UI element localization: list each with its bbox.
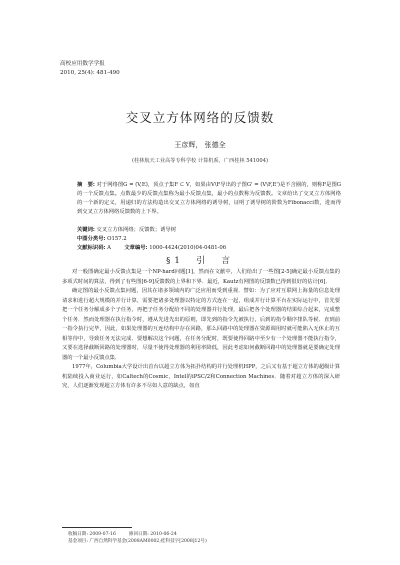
keywords-label: 关键词: bbox=[77, 227, 95, 233]
journal-name: 高校应用数学学报 bbox=[60, 61, 105, 67]
revised-date: 2010-06-24 bbox=[150, 532, 177, 537]
footnote-fund bbox=[68, 538, 338, 545]
abstract bbox=[77, 181, 341, 217]
clc-label: 中图分类号: bbox=[77, 236, 106, 242]
fund-text: 广西自然科学基金(2008AM0002;桂科技字[2008]12号) bbox=[89, 539, 207, 544]
revised-label: 修回日期: bbox=[128, 532, 149, 537]
paragraph: 确定图的最小反馈点集问题，因其在诸多领域内的广泛应用而受到重视．譬如：为了应对互联网上海量的信息处理请求和进行超大规模的并行计算，需要把诸多处理器以特定的方式连在一起，组成并行计算平台在实际运行中，首先要把一个任务分解成多个子任务，再把子任务分配给不同的处理器并行处理，最后把各个处理器的结果综合起来，完成整个任务．然而处理器在执行指令时，遵从先进先出的原则，即先到的指令先被执行，后到的指令顺序排队等候．直到前一指令执行完毕，因此，如果处理器的互连结构中存在回路，那么回路中的处理器在资源调用时就可能陷入无休止的互相等待中，导致任务无法完成．要想解决这个问题，在任务分配时，既要使得回路中至少有一个处理器不能执行指令，又要在选择截断回路的处理器时，尽量不使得处理器的利用率降低，因此考虑如何截断回路中的处理器就是要确定处理器的一个最小反馈点集． bbox=[62, 288, 340, 361]
journal-issue: 2010, 25(4): 481-490 bbox=[60, 70, 120, 76]
docid-label: 文献标识码: bbox=[77, 245, 106, 251]
footnote-dates bbox=[68, 531, 338, 538]
article-number: 1000-4424(2010)04-0481-06 bbox=[149, 245, 227, 251]
journal-header bbox=[60, 60, 120, 78]
paper-title: 交叉立方体网络的反馈数 bbox=[125, 110, 275, 125]
clc-number bbox=[77, 234, 347, 242]
fund-label: 基金项目: bbox=[68, 539, 88, 544]
docid-code: A bbox=[107, 245, 111, 251]
section-heading: §1 引 言 bbox=[166, 256, 234, 266]
paper-affiliation: (桂林航天工业高等专科学校 计算机系，广西桂林 541004) bbox=[131, 158, 269, 164]
received-label: 收稿日期: bbox=[68, 532, 88, 537]
received-date: 2009-07-16 bbox=[89, 532, 116, 537]
paper-authors: 王彦辉， 张德全 bbox=[174, 141, 226, 149]
article-number-label: 文章编号: bbox=[124, 245, 148, 251]
footnote-rule bbox=[62, 527, 132, 528]
abstract-text: 对于网络图G = (V,E)，顶点子集F ⊂ V，如果由V\F导出的子图G' = (V\F,E')是不含圈的，则称F是图G的一个反馈点集。点数最少的反馈点集称为最小反馈点集，最小的点数称为反馈数。文章给出了交叉立方体网络的一个新的定义，用递归的方法构造出交叉立方体网络的诱导树，证明了诱导树的阶数为Fibonacci数，进而得到交叉立方体网络反馈数的上下界。 bbox=[77, 182, 341, 215]
paragraph: 1977年，Columbia大学设计出首台以超立方体为拓扑结构的并行处理机HPP，之后又有基于超立方体的超级计算机陆续投入商业运行，如Caltech的Cosmic，Intel的iPSC/2和Connection Machines．随着对超立方体的深入研究，人们逐渐发现超立方体有许多不尽如人意的缺点，如直 bbox=[62, 364, 341, 389]
paragraph: 对一般图确定最小反馈点集是一个NP-hard问题[1]，然而在文献中，人们给出了一些图[2-5]确定最小反馈点集的多项式时间的算法，得到了有些图[6-9]反馈数的上界和下界．最近，Kautz有网图的反馈数已得到很好的估计[6]． bbox=[62, 269, 340, 285]
keywords-text: 交叉立方体网络；反馈数；诱导树 bbox=[96, 227, 177, 233]
abstract-label: 摘 要: bbox=[77, 182, 95, 188]
document-id bbox=[77, 243, 347, 251]
clc-text: O157.2 bbox=[107, 236, 127, 242]
footnote bbox=[68, 531, 338, 545]
keywords bbox=[77, 225, 347, 233]
body-text bbox=[62, 268, 340, 392]
